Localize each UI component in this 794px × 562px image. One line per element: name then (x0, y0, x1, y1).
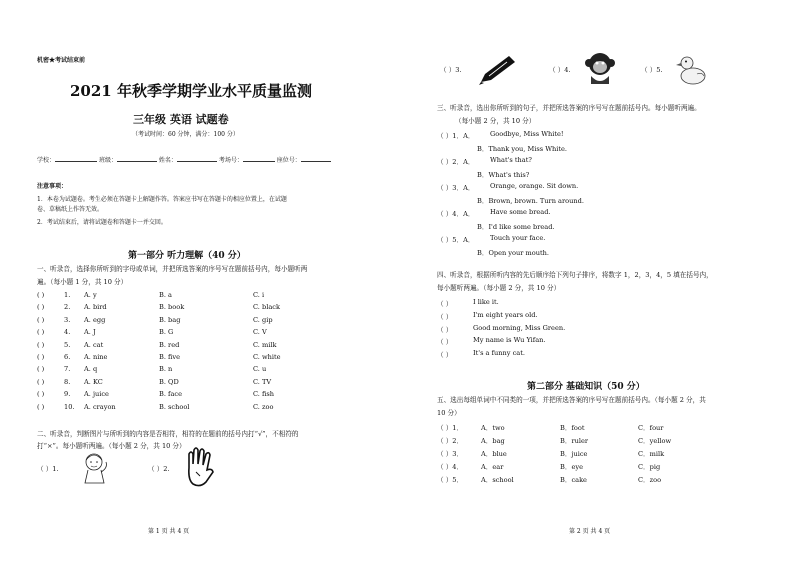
question-number: 2. (64, 303, 71, 312)
option-b: B. n (159, 365, 173, 374)
option-c: C．milk (638, 450, 665, 458)
option-a: A. cat (84, 340, 104, 349)
name-blank[interactable] (177, 161, 217, 162)
option-a: A. juice (84, 390, 109, 399)
option-c: C. u (253, 365, 267, 374)
option-a: A. KC (84, 377, 103, 386)
answer-paren[interactable]: ( ) (37, 365, 45, 374)
option-a: Orange, orange. Sit down. (490, 182, 579, 190)
question-number: （ ）3．A． (437, 184, 475, 192)
option-b: B．foot (560, 424, 585, 432)
answer-paren[interactable]: ( ) (37, 328, 45, 337)
option-c: C．four (638, 424, 664, 432)
option-a: Have some bread. (490, 208, 551, 216)
section4-instruction: 四、听录音，根据所听内容的先后顺序给下列句子排序，将数字 1，2，3，4，5 填在括号内， (437, 271, 713, 279)
duck-icon (675, 52, 709, 86)
answer-paren[interactable]: （ ） (437, 351, 453, 360)
option-b: B. book (159, 303, 185, 312)
option-b: B．What's this? (477, 171, 530, 179)
option-b: B．Open your mouth. (477, 249, 549, 257)
answer-paren[interactable]: ( ) (37, 353, 45, 361)
exam-time: （考试时间：60 分钟，满分：100 分） (132, 131, 239, 138)
option-b: B．Brown, brown. Turn around. (477, 197, 584, 205)
exam-subtitle: 三年级 英语 试题卷 (133, 113, 229, 126)
sentence: Good morning, Miss Green. (473, 323, 566, 332)
option-c: C. gip (253, 315, 273, 324)
section1-instruction: 一、听录音，选择你所听到的字母或单词，并把所选答案的序号写在题前括号内，每小题听两 (37, 265, 308, 273)
page-footer: 第 2 页 共 4 页 (569, 528, 611, 535)
sentence: My name is Wu Yifan. (473, 336, 546, 345)
picture-question-1: （ ）1. (37, 465, 59, 473)
option-c: C. black (253, 303, 280, 312)
option-b: B. red (159, 340, 180, 349)
part2-title: 第二部分 基础知识（50 分） (527, 382, 645, 392)
option-a: A. egg (84, 315, 106, 324)
question-number: 8. (64, 377, 71, 386)
question-number: 6. (64, 353, 71, 361)
seat-blank[interactable] (301, 161, 331, 162)
option-b: B．juice (560, 450, 588, 458)
answer-paren[interactable]: （ ） (437, 300, 453, 308)
option-a: What's that? (490, 156, 532, 164)
question-number: 3. (64, 315, 71, 324)
option-c: C. fish (253, 390, 275, 399)
exam-title: 2021 年秋季学期学业水平质量监测 (70, 82, 312, 100)
option-a: A．two (481, 424, 505, 432)
class-blank[interactable] (117, 161, 157, 162)
option-c: C．pig (638, 463, 661, 471)
question-number: （ ）1．A． (437, 132, 475, 140)
option-a: A. crayon (84, 402, 116, 411)
option-a: Goodbye, Miss White! (490, 130, 564, 138)
option-c: C. zoo (253, 402, 274, 411)
option-b: B．I'd like some bread. (477, 223, 555, 231)
field-room: 考场号： (218, 157, 243, 164)
option-c: C．yellow (638, 437, 672, 445)
question-number: 9. (64, 390, 71, 399)
picture-question-2: （ ）2. (148, 465, 170, 473)
question-number: 7. (64, 365, 71, 374)
answer-paren[interactable]: （ ） (437, 312, 453, 321)
option-b: B. school (159, 402, 190, 411)
crayon-icon (477, 52, 519, 86)
part1-title: 第一部分 听力理解（40 分） (128, 251, 246, 261)
sentence: I'm eight years old. (473, 310, 538, 319)
girl-sketch-icon (80, 450, 112, 486)
notice-line: 2．考试结束后，请将试题卷和答题卡一并交回。 (37, 219, 167, 226)
question-number: （ ）4． (437, 463, 464, 471)
question-number: 1. (64, 291, 71, 299)
field-name: 姓名： (158, 157, 177, 164)
answer-paren[interactable]: （ ） (437, 338, 453, 347)
student-info-line (37, 157, 367, 165)
option-b: B. G (159, 328, 174, 337)
option-a: A. q (84, 365, 98, 374)
option-b: B. QD (159, 377, 179, 386)
section2-instruction: 打“×”。每小题听两遍。（每小题 2 分，共 10 分） (37, 442, 186, 450)
question-number: 5. (64, 340, 71, 349)
section3-instruction: 三、听录音，选出你所听到的句子，并把所选答案的序号写在题前括号内。每小题听两遍。 (437, 104, 701, 112)
option-c: C. V (253, 328, 267, 337)
question-number: （ ）2． (437, 437, 464, 445)
section5-instruction: 10 分） (437, 409, 461, 417)
option-c: C. i (253, 291, 265, 299)
page-footer: 第 1 页 共 4 页 (148, 528, 190, 535)
option-a: A．school (481, 476, 514, 484)
notice-line: 卷、草稿纸上作答无效。 (37, 206, 104, 213)
answer-paren[interactable]: ( ) (37, 390, 45, 399)
question-number: （ ）5．A． (437, 236, 475, 244)
notice-line: 1．本卷为试题卷。考生必须在答题卡上解题作答。答案应书写在答题卡的相应位置上，在试题 (37, 196, 287, 203)
section2-instruction: 二、听录音，判断图片与所听到的内容是否相符，相符的在题前的括号内打“√”，不相符的 (37, 430, 299, 438)
confidential-mark: 机密★考试结束前 (37, 57, 86, 64)
answer-paren[interactable]: ( ) (37, 402, 45, 411)
section4-instruction: 每小题听两遍。（每小题 2 分，共 10 分） (437, 284, 561, 292)
option-c: C．zoo (638, 476, 662, 484)
option-b: B. face (159, 390, 183, 399)
section3-instruction: （每小题 2 分，共 10 分） (455, 117, 536, 125)
question-number: 4. (64, 328, 71, 337)
sentence: It's a funny cat. (473, 349, 525, 358)
option-a: A. J (84, 328, 96, 337)
option-a: A. bird (84, 303, 107, 312)
field-seat: 座位号： (276, 157, 301, 164)
question-number: （ ）4．A． (437, 210, 475, 218)
section5-instruction: 五、选出每组单词中不同类的一项，并把所选答案的序号写在题前括号内。（每小题 2 分，共 (437, 396, 706, 404)
answer-paren[interactable]: ( ) (37, 291, 45, 299)
option-a: A. nine (84, 353, 108, 361)
option-b: B．cake (560, 476, 587, 484)
section1-instruction: 遍。（每小题 1 分，共 10 分） (37, 278, 128, 286)
answer-paren[interactable]: ( ) (37, 303, 45, 312)
option-c: C. white (253, 353, 281, 361)
monkey-icon (583, 50, 617, 86)
option-b: B. five (159, 353, 181, 361)
option-b: B. a (159, 291, 172, 299)
option-b: B. bag (159, 315, 181, 324)
option-a: A．ear (481, 463, 504, 471)
notice-heading: 注意事项： (37, 183, 68, 190)
option-c: C. milk (253, 340, 277, 349)
question-number: （ ）3． (437, 450, 464, 458)
question-number: （ ）5． (437, 476, 464, 484)
question-number: （ ）1． (437, 424, 464, 432)
answer-paren[interactable]: ( ) (37, 340, 45, 349)
option-b: B．Thank you, Miss White. (477, 145, 567, 153)
page-2 (397, 0, 794, 562)
picture-question-4: （ ）4. (549, 66, 571, 74)
question-number: 10. (64, 402, 75, 411)
field-school: 学校： (37, 157, 56, 164)
option-a: A. y (84, 291, 97, 299)
picture-question-5: （ ）5. (641, 66, 663, 74)
option-a: A．bag (481, 437, 505, 445)
option-b: B．eye (560, 463, 583, 471)
answer-paren[interactable]: ( ) (37, 377, 45, 386)
field-class: 班级： (98, 157, 117, 164)
option-a: A．blue (481, 450, 507, 458)
option-c: C. TV (253, 377, 272, 386)
option-b: B．ruler (560, 437, 589, 445)
answer-paren[interactable]: （ ） (437, 325, 453, 334)
room-blank[interactable] (243, 161, 275, 162)
picture-question-3: （ ）3. (440, 66, 462, 74)
hand-four-fingers-icon (184, 446, 218, 488)
sentence: I like it. (473, 298, 499, 306)
answer-paren[interactable]: ( ) (37, 315, 45, 324)
option-a: Touch your face. (490, 234, 546, 242)
question-number: （ ）2．A． (437, 158, 475, 166)
school-blank[interactable] (55, 161, 97, 162)
